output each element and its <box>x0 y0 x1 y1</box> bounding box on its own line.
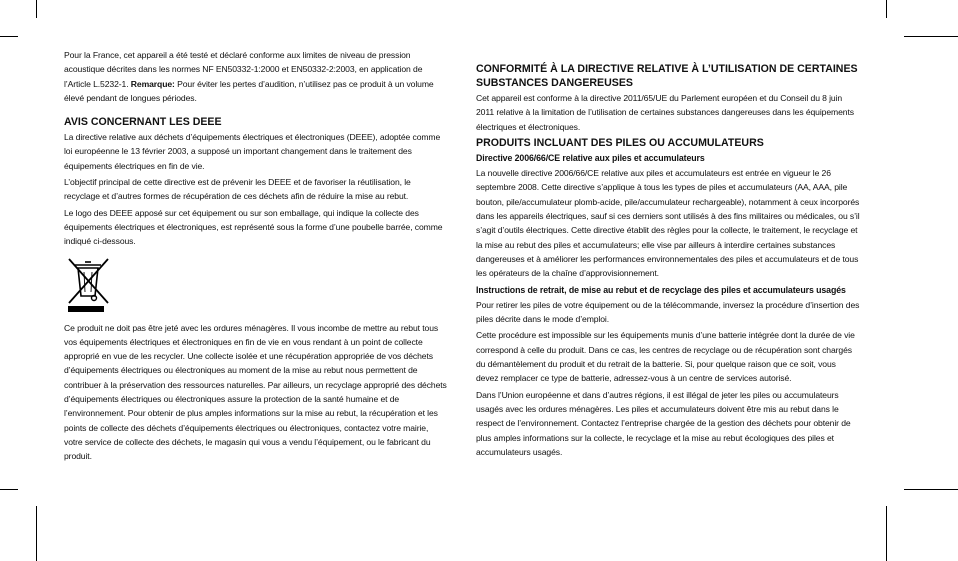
crop-mark-bottom-right-v <box>886 506 887 561</box>
deee-paragraph-3: Le logo des DEEE apposé sur cet équipement ou sur son emballage, qui indique la collecte des équipements électriques et électroniques, est représenté sous la forme d’une poubelle barrée, comme indiqué ci-dessous. <box>64 207 443 247</box>
deee-heading: AVIS CONCERNANT LES DEEE <box>64 116 222 129</box>
remark-label: Remarque: <box>130 78 175 89</box>
intro-text: Pour la France, cet appareil a été testé et déclaré conforme aux limites de niveau de pression acoustique décrites dans les normes NF EN50332-1:2000 et EN50332-2:2003, en application de l’Article L.5232-1. <box>64 50 423 89</box>
intro-paragraph <box>64 48 447 105</box>
battery-paragraph-1: La nouvelle directive 2006/66/CE relative aux piles et accumulateurs est entrée en vigueur le 26 septembre 2008. Cette directive s’applique à tous les types de piles et accumulateurs (AA, AAA, pile bouton, pile/accumulateur plomb-acide, pile/accumulateur rechargeable), notamment à ceux incorporés dans les appareils électriques, sauf si ces derniers sont utilisés à des fins militaires ou médicales, ou s’il s’agit d’outils électriques. Cette directive établit des règles pour la collecte, le traitement, le recyclage et la mise au rebut des piles et accumulateurs; elle vise par ailleurs à interdire certaines substances dangereuses et à améliorer les performances environnementales des piles et accumulateurs et de tous les opérateurs de la chaîne d’approvisionnement. <box>476 168 860 279</box>
crop-mark-bottom-right-h <box>904 489 958 490</box>
battery-directive-subheading: Directive 2006/66/CE relative aux piles et accumulateurs <box>476 152 705 163</box>
battery-paragraph-2: Pour retirer les piles de votre équipement ou de la télécommande, inversez la procédure d’insertion des piles décrite dans le mode d’emploi. <box>476 299 860 325</box>
battery-paragraph-3: Cette procédure est impossible sur les équipements munis d’une batterie intégrée dont la durée de vie correspond à celle du produit. Dans ce cas, les centres de recyclage ou de récupération sont chargés du démantèlement du produit et du retrait de la batterie. Si, pour quelque raison que ce soit, vous devez remplacer ce type de batterie, adressez-vous à un centre de services autorisé. <box>476 330 855 384</box>
battery-heading: PRODUITS INCLUANT DES PILES OU ACCUMULATEURS <box>476 136 764 149</box>
rohs-paragraph: Cet appareil est conforme à la directive 2011/65/UE du Parlement européen et du Conseil du 8 juin 2011 relative à la limitation de l’utilisation de certaines substances dangereuses dans les équipements électriques et électroniques. <box>476 93 854 132</box>
right-column <box>476 62 860 461</box>
deee-paragraph-4: Ce produit ne doit pas être jeté avec les ordures ménagères. Il vous incombe de mettre au rebut tous vos équipements électriques et électroniques en fin de vie en vous rendant à un point de collecte approprié en vue de les recycler. Une collecte isolée et une récupération appropriée de vos déchets d’équipements électriques ou électroniques au moment de la mise au rebut nous permettent de contribuer à la préservation des ressources naturelles. Par ailleurs, un recyclage approprié des déchets d’équipements électriques ou électroniques assure la protection de la santé humaine et de l’environnement. Pour obtenir de plus amples informations sur la mise au rebut, la récupération et les points de collecte des déchets d’équipements électriques ou électroniques, contactez votre mairie, votre service de collecte des déchets, le magasin qui vous a vendu l’équipement, ou le fabricant du produit. <box>64 322 447 462</box>
left-column <box>64 48 447 466</box>
crop-mark-top-right-h <box>904 36 958 37</box>
crop-mark-top-left-v <box>36 0 37 18</box>
crossed-bin-graphic <box>64 256 112 306</box>
deee-paragraph-1: La directive relative aux déchets d’équipements électriques et électroniques (DEEE), adoptée comme loi européenne le 13 février 2003, a supposé un important changement dans le traitement des équipements électriques en fin de vie. <box>64 132 441 171</box>
battery-instructions-subheading: Instructions de retrait, de mise au rebut et de recyclage des piles et accumulateurs usagés <box>476 284 846 295</box>
battery-paragraph-4: Dans l’Union européenne et dans d’autres régions, il est illégal de jeter les piles ou accumulateurs usagés avec les ordures ménagères. Les piles et accumulateurs doivent être mis au rebut dans le respect de l’environnement. Contactez l’entreprise chargée de la gestion des déchets pour obtenir de plus amples informations sur la collecte, le recyclage et la mise au rebut écologiques des piles et accumulateurs usagés. <box>476 389 851 457</box>
crop-mark-bottom-left-v <box>36 506 37 561</box>
bin-underline-bar <box>68 306 104 312</box>
crossed-bin-icon <box>64 256 124 314</box>
crop-mark-top-right-v <box>886 0 887 18</box>
remark-text: Pour éviter les pertes d’audition, n’utilisez pas ce produit à un volume élevé pendant de longues périodes. <box>64 78 434 103</box>
deee-paragraph-2: L’objectif principal de cette directive est de prévenir les DEEE et de favoriser la réutilisation, le recyclage et d’autres formes de récupération de ces déchets afin de réduire la mise au rebut. <box>64 177 411 202</box>
crop-mark-top-left-h <box>0 36 18 37</box>
crop-mark-bottom-left-h <box>0 489 18 490</box>
rohs-heading: CONFORMITÉ À LA DIRECTIVE RELATIVE À L’UTILISATION DE CERTAINES SUBSTANCES DANGEREUSES <box>476 63 858 89</box>
